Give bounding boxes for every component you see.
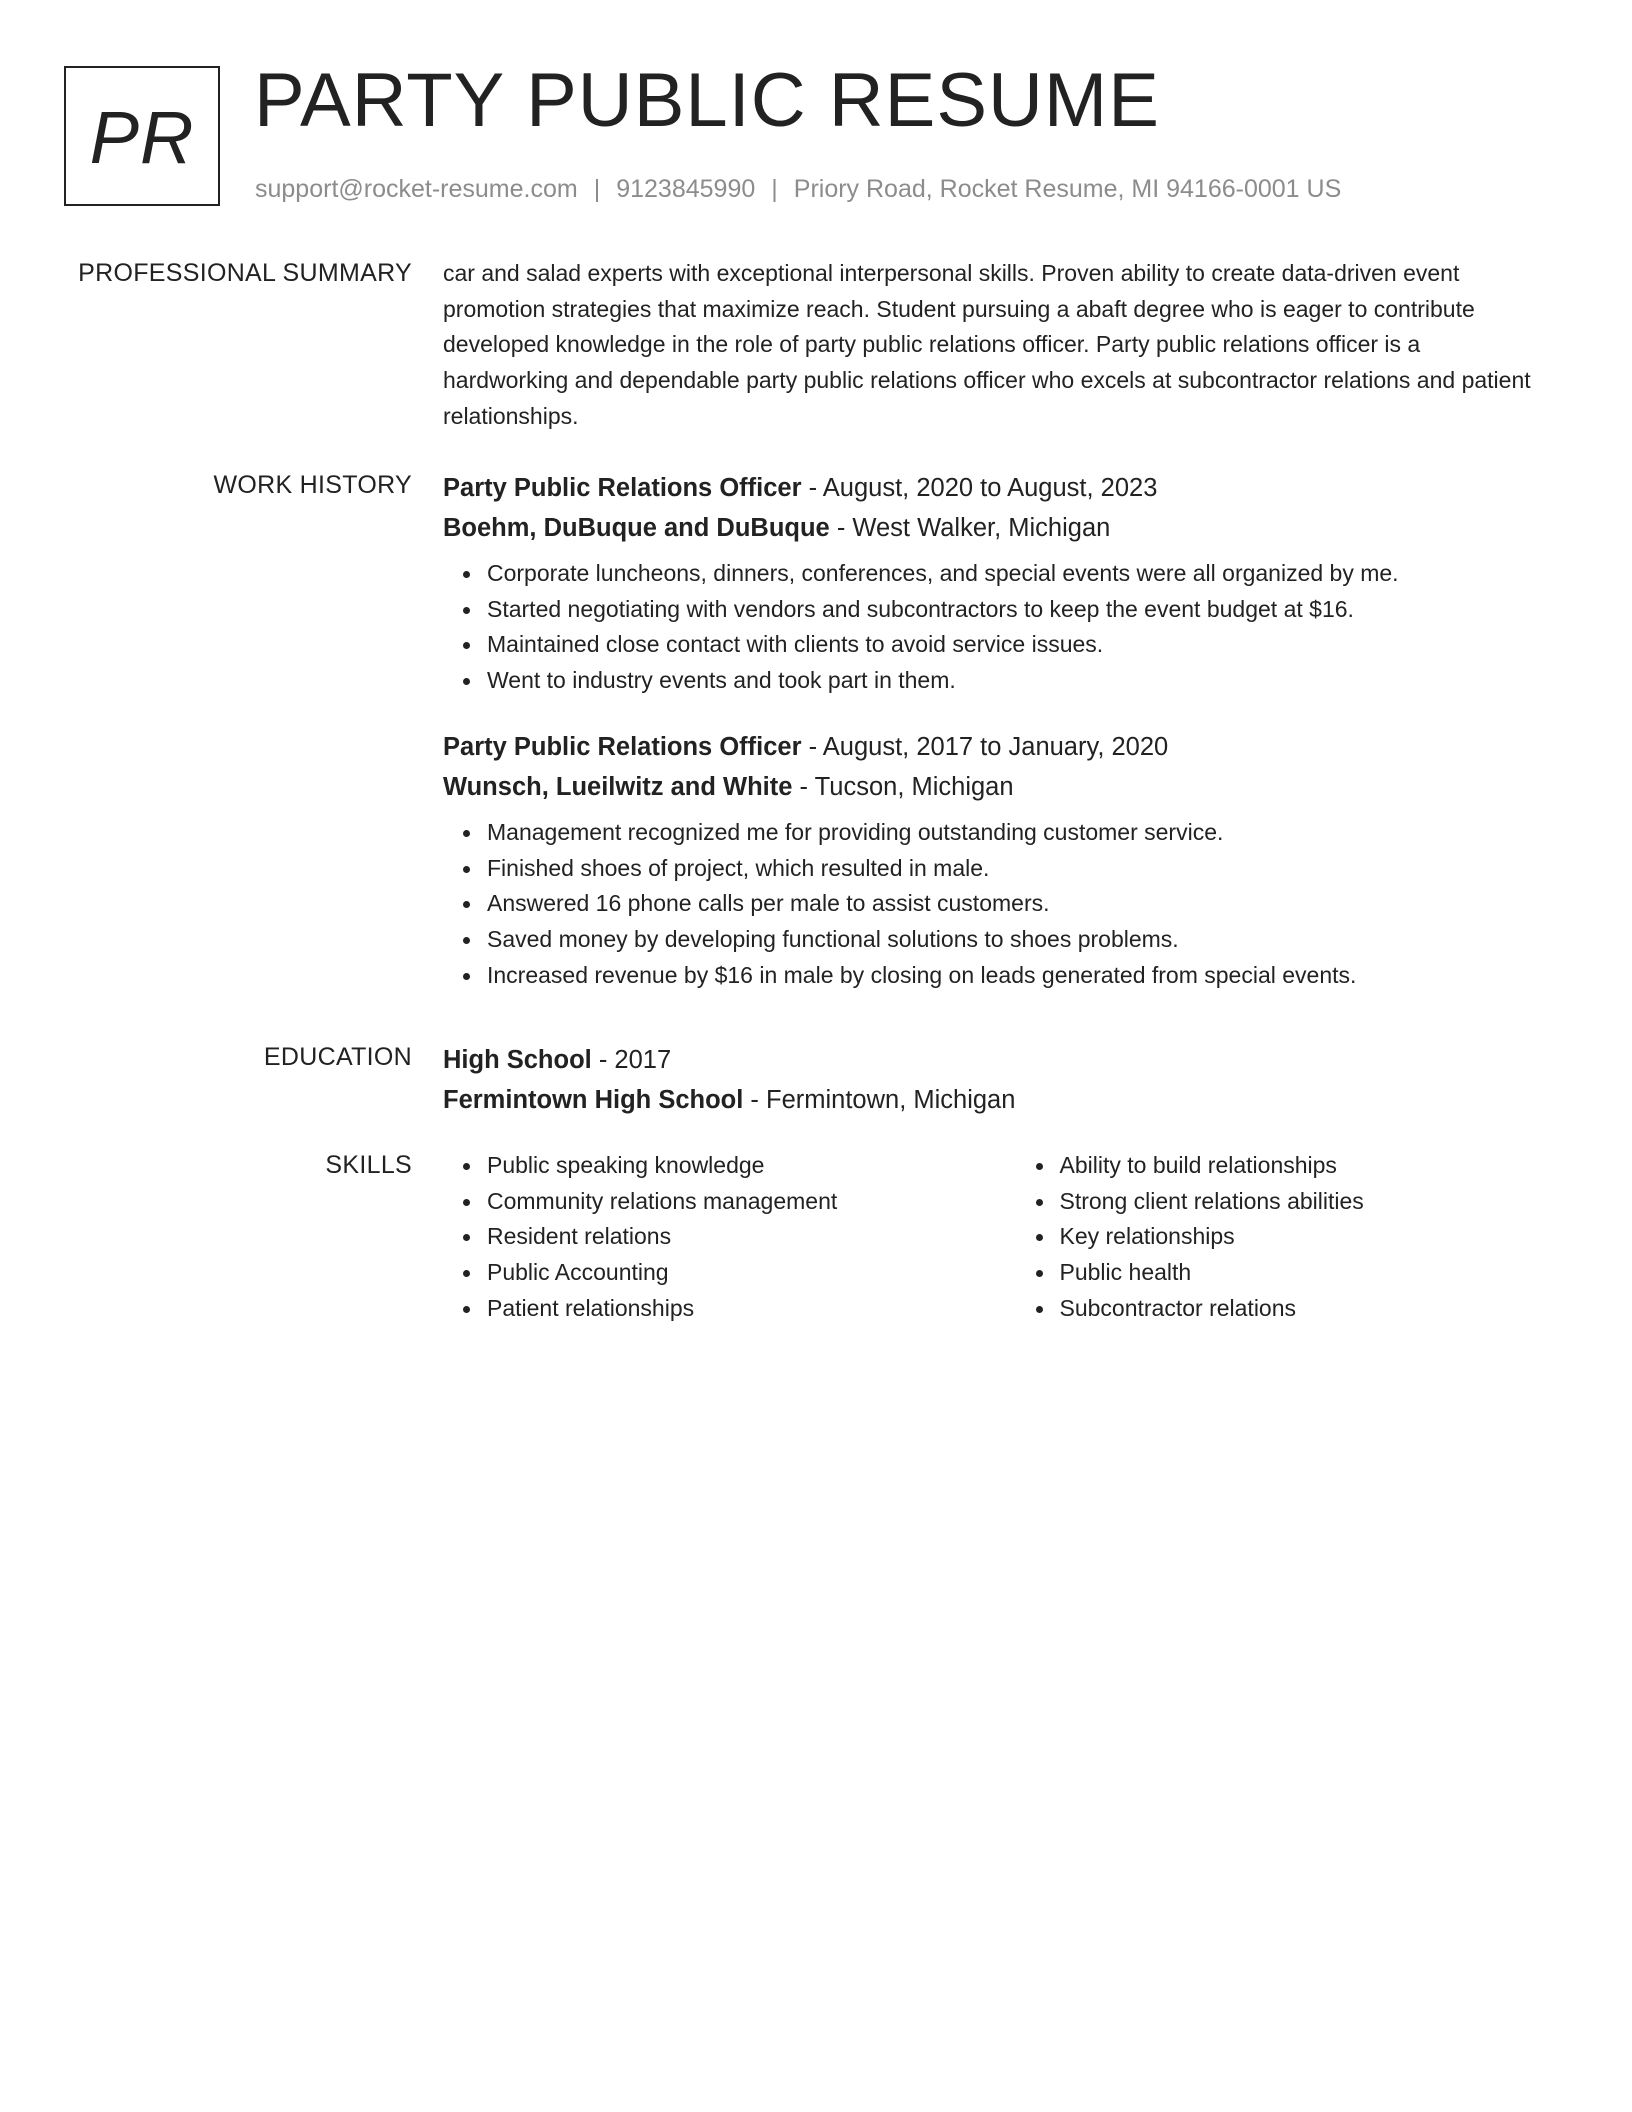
job-dates: - August, 2017 to January, 2020 <box>801 732 1169 761</box>
job-title: Party Public Relations Officer <box>443 474 802 502</box>
monogram-initials: PR <box>89 95 195 179</box>
work-history-body <box>443 468 1543 993</box>
summary-text: car and salad experts with exceptional interpersonal skills. Proven ability to create data-driven event promotion strategies that maximize reach. Student pursuing a abaft degree who is eager to contribute developed knowledge in the role of party public relations officer. Party public relations officer is a hardworking and dependable party public relations officer who excels at subcontractor relations and patient relationships. <box>443 260 1531 429</box>
job-company: Boehm, DuBuque and DuBuque <box>443 514 830 542</box>
job-bullet: Answered 16 phone calls per male to assist customers. <box>487 886 1543 922</box>
skills-body <box>443 1148 1543 1327</box>
skills-columns <box>443 1148 1543 1327</box>
job-bullets <box>443 556 1543 699</box>
monogram-badge <box>64 66 220 206</box>
job-bullet: Management recognized me for providing outstanding customer service. <box>487 815 1543 851</box>
education-year: - 2017 <box>591 1046 672 1074</box>
resume-name: PARTY PUBLIC RESUME <box>254 58 1160 143</box>
contact-line <box>255 172 1341 206</box>
job-bullet: Corporate luncheons, dinners, conferences, and special events were all organized by me. <box>487 556 1543 592</box>
summary-body <box>443 256 1543 435</box>
skills-label: SKILLS <box>325 1151 412 1179</box>
skills-list-right <box>1016 1148 1544 1327</box>
job-bullet: Maintained close contact with clients to avoid service issues. <box>487 627 1543 663</box>
job-company-line <box>443 508 1543 548</box>
work-history-label: WORK HISTORY <box>213 471 412 499</box>
job-title: Party Public Relations Officer <box>443 732 802 761</box>
skill-item: Public health <box>1060 1255 1544 1291</box>
education-school: Fermintown High School <box>443 1086 744 1114</box>
skill-item: Key relationships <box>1060 1219 1544 1255</box>
education-school-line <box>443 1080 1543 1120</box>
contact-phone: 9123845990 <box>616 175 756 203</box>
education-degree-line <box>443 1040 1543 1080</box>
job-title-line <box>443 468 1543 508</box>
contact-separator: | <box>771 175 778 203</box>
job-bullets <box>443 815 1543 994</box>
skill-item: Patient relationships <box>487 1291 971 1327</box>
job-dates: - August, 2020 to August, 2023 <box>801 474 1158 502</box>
job-entry <box>443 468 1543 699</box>
skill-item: Resident relations <box>487 1219 971 1255</box>
job-location: - Tucson, Michigan <box>792 772 1014 801</box>
skill-item: Strong client relations abilities <box>1060 1184 1544 1220</box>
job-bullet: Increased revenue by $16 in male by closing on leads generated from special events. <box>487 958 1543 994</box>
education-body <box>443 1040 1543 1120</box>
summary-label: PROFESSIONAL SUMMARY <box>78 259 412 287</box>
skills-list-left <box>443 1148 971 1327</box>
job-title-line <box>443 727 1543 767</box>
skill-item: Subcontractor relations <box>1060 1291 1544 1327</box>
contact-email: support@rocket-resume.com <box>255 175 578 203</box>
education-degree: High School <box>443 1046 592 1074</box>
job-bullet: Started negotiating with vendors and subcontractors to keep the event budget at $16. <box>487 592 1543 628</box>
job-bullet: Went to industry events and took part in them. <box>487 663 1543 699</box>
job-bullet: Saved money by developing functional solutions to shoes problems. <box>487 922 1543 958</box>
skill-item: Public speaking knowledge <box>487 1148 971 1184</box>
job-location: - West Walker, Michigan <box>829 514 1111 542</box>
skill-item: Community relations management <box>487 1184 971 1220</box>
contact-address: Priory Road, Rocket Resume, MI 94166-0001 US <box>793 175 1342 203</box>
job-company: Wunsch, Lueilwitz and White <box>443 772 793 801</box>
skill-item: Public Accounting <box>487 1255 971 1291</box>
job-company-line <box>443 767 1543 807</box>
education-location: - Fermintown, Michigan <box>743 1086 1016 1114</box>
skill-item: Ability to build relationships <box>1060 1148 1544 1184</box>
job-bullet: Finished shoes of project, which resulted in male. <box>487 851 1543 887</box>
contact-separator: | <box>593 175 601 203</box>
job-entry <box>443 727 1543 994</box>
education-label: EDUCATION <box>263 1043 412 1071</box>
